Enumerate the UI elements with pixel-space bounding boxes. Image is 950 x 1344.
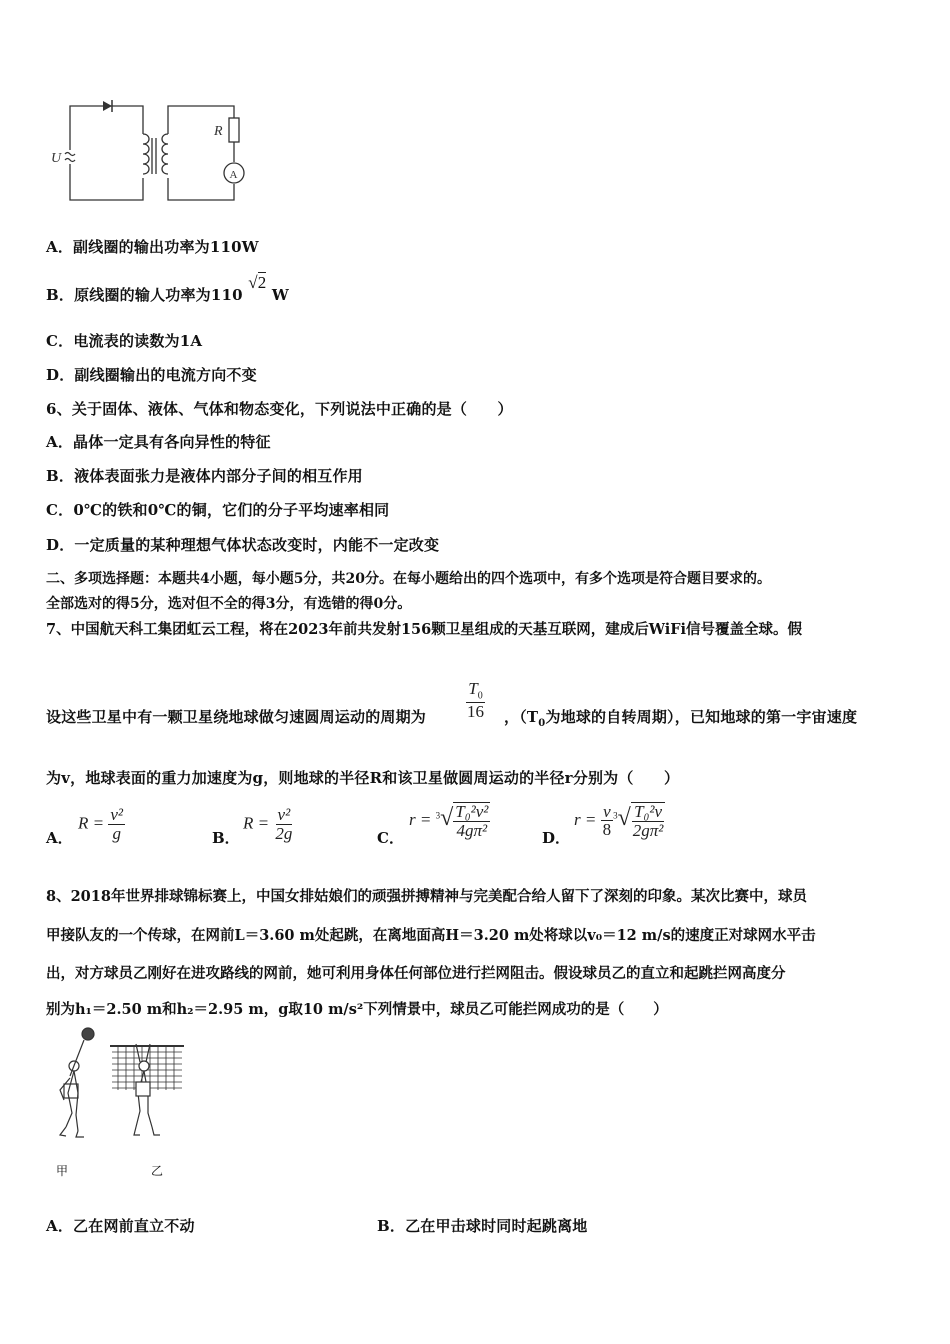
q7-option-c-label: C．	[377, 829, 404, 847]
q7-b-lhs: R =	[243, 813, 270, 833]
sqrt2-radicand: 2	[257, 273, 267, 292]
circuit-r-label: R	[214, 124, 223, 139]
q7-d-pre-num: v	[603, 801, 611, 821]
q7-line3: 为v，地球表面的重力加速度为g，则地球的半径R和该卫星做圆周运动的半径r分别为（ ）	[46, 769, 680, 787]
q5-option-b	[46, 273, 289, 305]
q5-option-a: A．副线圈的输出功率为110W	[46, 238, 259, 256]
q7-option-b-formula	[243, 806, 294, 844]
q7-option-a-label: A．	[46, 829, 73, 847]
q7-c-lhs: r =	[409, 810, 432, 830]
q7-b-num: v²	[277, 805, 291, 824]
q7-option-d-formula	[574, 802, 665, 841]
q7-frac-den: 16	[467, 701, 484, 721]
q7-c-den: 4gπ²	[456, 820, 488, 840]
transformer-circuit-diagram	[48, 98, 248, 208]
q7-c-num: T₀²v²	[455, 802, 489, 821]
q7-a-den: g	[112, 823, 121, 843]
q8-line1: 8、2018年世界排球锦标赛上，中国女排姑娘们的顽强拼搏精神与完美配合给人留下了深刻的印象。某次比赛中，球员	[46, 888, 807, 905]
q8-line3: 出，对方球员乙刚好在进攻路线的网前，她可利用身体任何部位进行拦网阻击。假设球员乙的直立和起跳拦网高度分	[46, 965, 786, 982]
circuit-a-label: A	[229, 169, 238, 181]
q7-d-pre-den: 8	[602, 820, 612, 840]
q7-d-root-index: 3	[613, 810, 618, 821]
caption-yi: 乙	[151, 1164, 164, 1178]
q7-c-radical: √	[440, 805, 454, 832]
q6-stem: 6、关于固体、液体、气体和物态变化，下列说法中正确的是（ ）	[46, 400, 513, 418]
q7-d-radical: √	[617, 805, 631, 832]
circuit-u-label: U	[51, 151, 62, 166]
q8-line2: 甲接队友的一个传球，在网前L＝3.60 m处起跳，在离地面高H＝3.20 m处将球以v₀＝12 m/s的速度正对球网水平击	[46, 927, 816, 944]
q6-option-b: B．液体表面张力是液体内部分子间的相互作用	[46, 467, 363, 485]
q5-option-d: D．副线圈输出的电流方向不变	[46, 366, 257, 384]
q7-d-den: 2gπ²	[632, 820, 664, 840]
q6-option-d: D．一定质量的某种理想气体状态改变时，内能不一定改变	[46, 536, 440, 554]
q7-b-den: 2g	[275, 823, 293, 843]
q5-option-b-prefix: B．原线圈的输人功率为110	[46, 286, 243, 304]
q7-option-d-label: D．	[542, 829, 571, 847]
q7-c-root-index: 3	[435, 810, 441, 821]
sqrt2-expression: √2	[248, 273, 267, 292]
q6-option-c: C．0℃的铁和0℃的铜，它们的分子平均速率相同	[46, 501, 390, 519]
q5-option-b-unit: W	[271, 286, 289, 304]
q7-line2-pre: 设这些卫星中有一颗卫星绕地球做匀速圆周运动的周期为	[46, 708, 427, 726]
q7-option-a-formula	[78, 806, 125, 844]
q7-option-b-label: B．	[212, 829, 240, 847]
q7-d-num: T₀²v	[634, 802, 663, 821]
volleyball-players-illustration	[40, 1024, 200, 1159]
q7-post-b: 为地球的自转周期），已知地球的第一宇宙速度	[545, 708, 858, 726]
q6-option-a: A．晶体一定具有各向异性的特征	[46, 433, 271, 451]
q7-a-num: v²	[110, 805, 124, 824]
q7-period-fraction	[465, 680, 486, 722]
q7-line2-post	[504, 706, 857, 729]
q8-line4: 别为h₁＝2.50 m和h₂＝2.95 m，g取10 m/s²下列情景中，球员乙可能拦网成功的是（ ）	[46, 1001, 668, 1018]
q7-frac-num-sub: 0	[477, 690, 483, 702]
q7-frac-num: T	[468, 679, 478, 698]
q8-option-b: B．乙在甲击球时同时起跳离地	[377, 1217, 588, 1235]
q7-option-c-formula	[409, 802, 490, 841]
q7-line1: 7、中国航天科工集团虹云工程，将在2023年前共发射156颗卫星组成的天基互联网，建成后WiFi信号覆盖全球。假	[46, 621, 803, 638]
caption-jia: 甲	[56, 1164, 69, 1178]
q7-post-a: ，（T	[504, 708, 539, 726]
section2-line1: 二、多项选择题：本题共4小题，每小题5分，共20分。在每小题给出的四个选项中，有多个选项是符合题目要求的。	[46, 571, 771, 587]
q7-a-lhs: R =	[78, 813, 105, 833]
q8-option-a: A．乙在网前直立不动	[46, 1217, 195, 1235]
q7-d-lhs: r =	[574, 810, 597, 830]
q5-option-c: C．电流表的读数为1A	[46, 332, 203, 350]
section2-line2: 全部选对的得5分，选对但不全的得3分，有选错的得0分。	[46, 596, 412, 612]
q7-post-sub: 0	[538, 718, 546, 729]
